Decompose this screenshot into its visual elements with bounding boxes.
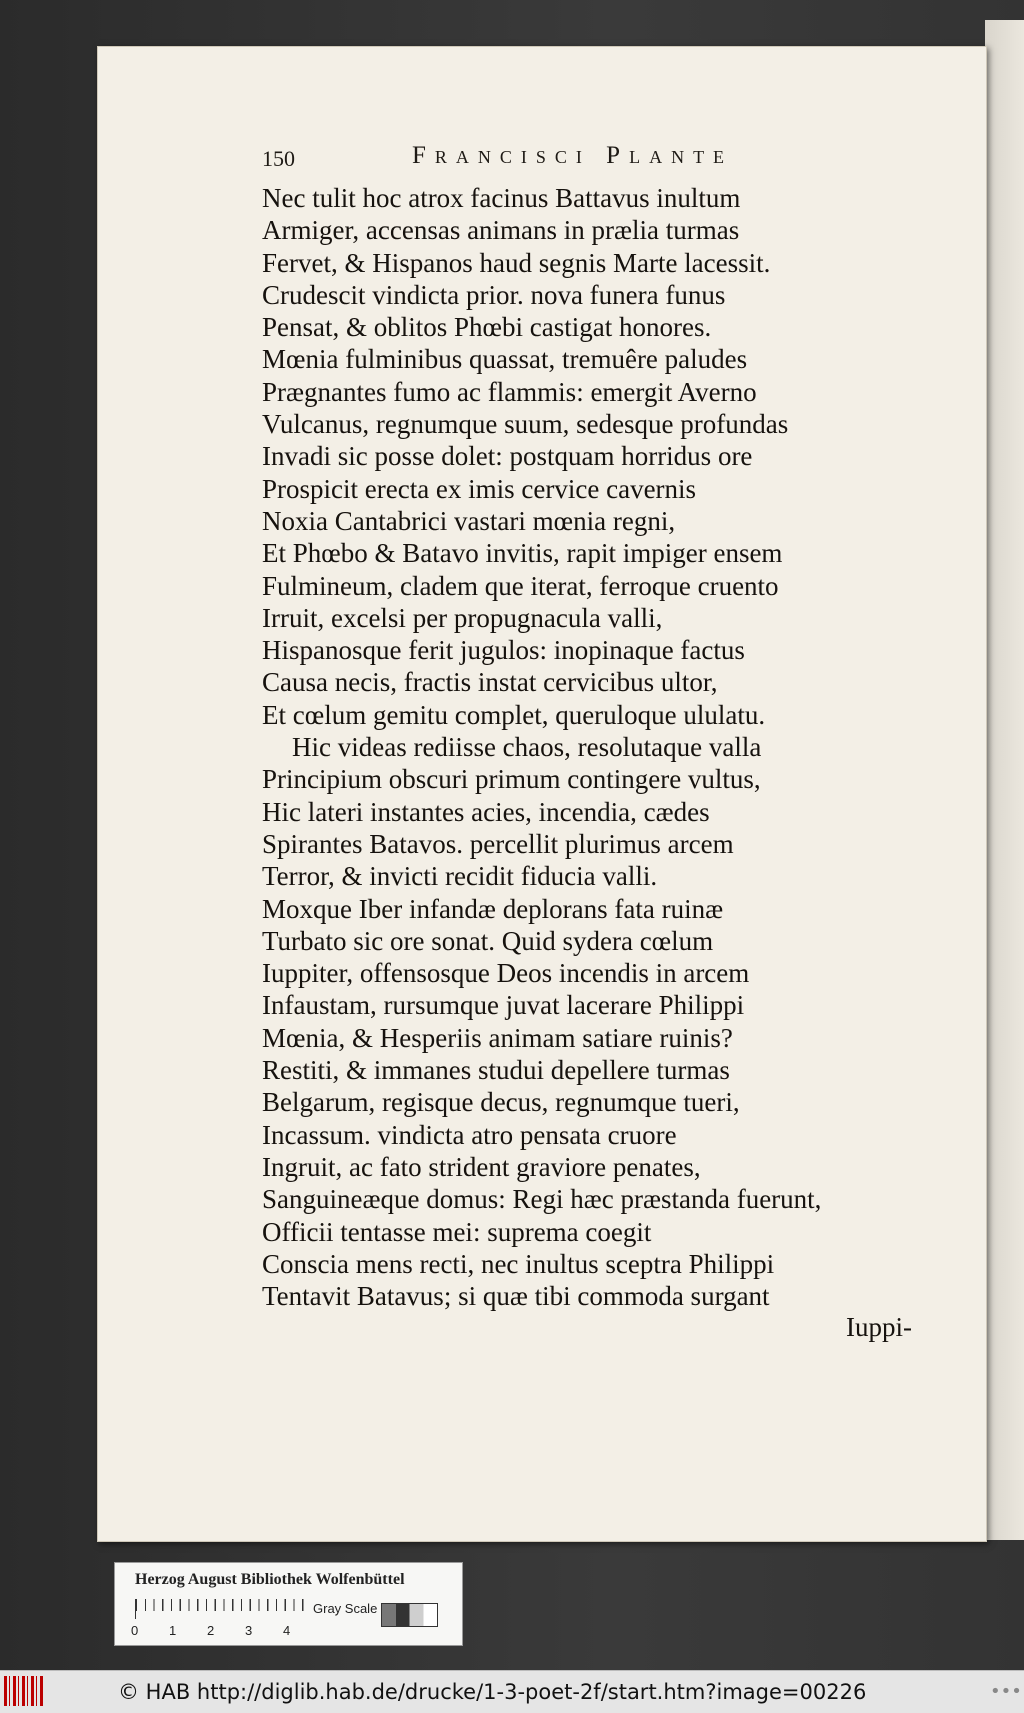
verse-line: Hispanosque ferit jugulos: inopinaque factus — [262, 635, 745, 666]
verse-line: Belgarum, regisque decus, regnumque tueri, — [262, 1087, 740, 1118]
color-scale-card — [114, 1562, 463, 1646]
verse-line: Nec tulit hoc atrox facinus Battavus inultum — [262, 183, 741, 213]
verse-line: Prospicit erecta ex imis cervice cavernis — [262, 473, 697, 504]
verse-line: Officii tentasse mei: suprema coegit — [262, 1216, 652, 1247]
hab-barcode-logo-icon[interactable] — [4, 1676, 44, 1706]
cm-ruler — [135, 1599, 311, 1619]
verse-line: Incassum. vindicta atro pensata cruore — [262, 1119, 677, 1150]
verse-line: Infaustam, rursumque juvat lacerare Philippi — [262, 990, 745, 1021]
verse-line: Prægnantes fumo ac flammis: emergit Averno — [262, 376, 757, 407]
verse-line: Noxia Cantabrici vastari mœnia regni, — [262, 505, 676, 536]
verse-line: Causa necis, fractis instat cervicibus ultor, — [262, 667, 718, 698]
verse-line: Mœnia fulminibus quassat, tremuêre paludes — [262, 344, 748, 375]
catchword: Iuppi- — [846, 1312, 912, 1342]
verse-line: Restiti, & immanes studui depellere turmas — [262, 1055, 730, 1086]
verse-line: Terror, & invicti recidit fiducia valli. — [262, 861, 658, 892]
ruler-number: 0 — [131, 1623, 139, 1638]
running-head-title: Francisci Plante — [412, 142, 734, 169]
verse-line: Hic videas rediisse chaos, resolutaque valla — [292, 732, 762, 763]
ruler-number: 3 — [245, 1623, 253, 1638]
gray-scale-swatches — [381, 1603, 438, 1627]
verse-line: Moxque Iber infandæ deplorans fata ruinæ — [262, 893, 724, 924]
verse-line: Armiger, accensas animans in prælia turmas — [262, 215, 740, 246]
verse-line: Invadi sic posse dolet: postquam horridus ore — [262, 441, 753, 472]
footer-bar — [0, 1670, 1024, 1713]
verse-line: Irruit, excelsi per propugnacula valli, — [262, 602, 663, 633]
verse-line: Tentavit Batavus; si quæ tibi commoda surgant — [262, 1281, 770, 1312]
verse-line: Principium obscuri primum contingere vultus, — [262, 764, 761, 795]
ruler-number: 2 — [207, 1623, 215, 1638]
verse-line: Fulmineum, cladem que iterat, ferroque cruento — [262, 570, 779, 601]
verse-line: Et Phœbo & Batavo invitis, rapit impiger ensem — [262, 538, 783, 569]
page-number: 150 — [262, 146, 295, 171]
adjacent-page-edge — [985, 20, 1024, 1540]
verse-line: Turbato sic ore sonat. Quid sydera cœlum — [262, 925, 714, 956]
verse-line: Sanguineæque domus: Regi hæc præstanda fuerunt, — [262, 1184, 822, 1215]
verse-line: Hic lateri instantes acies, incendia, cædes — [262, 796, 710, 827]
verse-line: Conscia mens recti, nec inultus sceptra Philippi — [262, 1248, 775, 1279]
verse-line: Et cœlum gemitu complet, queruloque ululatu. — [262, 699, 766, 730]
footer-url-text[interactable]: © HAB http://diglib.hab.de/drucke/1-3-poet-2f/start.htm?image=00226 — [118, 1680, 867, 1704]
verse-line: Crudescit vindicta prior. nova funera funus — [262, 279, 726, 310]
gray-scale-label: Gray Scale — [313, 1601, 378, 1616]
more-dots-icon[interactable]: ••• — [990, 1681, 1022, 1702]
verse-line: Fervet, & Hispanos haud segnis Marte lacessit. — [262, 247, 771, 278]
verse-line: Pensat, & oblitos Phœbi castigat honores. — [262, 312, 712, 343]
verse-line: Iuppiter, offensosque Deos incendis in arcem — [262, 958, 750, 989]
running-head — [262, 142, 782, 176]
verse-block — [262, 182, 922, 1312]
verse-line: Ingruit, ac fato strident graviore penates, — [262, 1151, 701, 1182]
verse-line: Mœnia, & Hesperiis animam satiare ruinis? — [262, 1022, 733, 1053]
ruler-number: 1 — [169, 1623, 177, 1638]
ruler-number: 4 — [283, 1623, 291, 1638]
library-name: Herzog August Bibliothek Wolfenbüttel — [135, 1571, 405, 1588]
verse-line: Vulcanus, regnumque suum, sedesque profundas — [262, 409, 789, 440]
verse-line: Spirantes Batavos. percellit plurimus arcem — [262, 828, 734, 859]
